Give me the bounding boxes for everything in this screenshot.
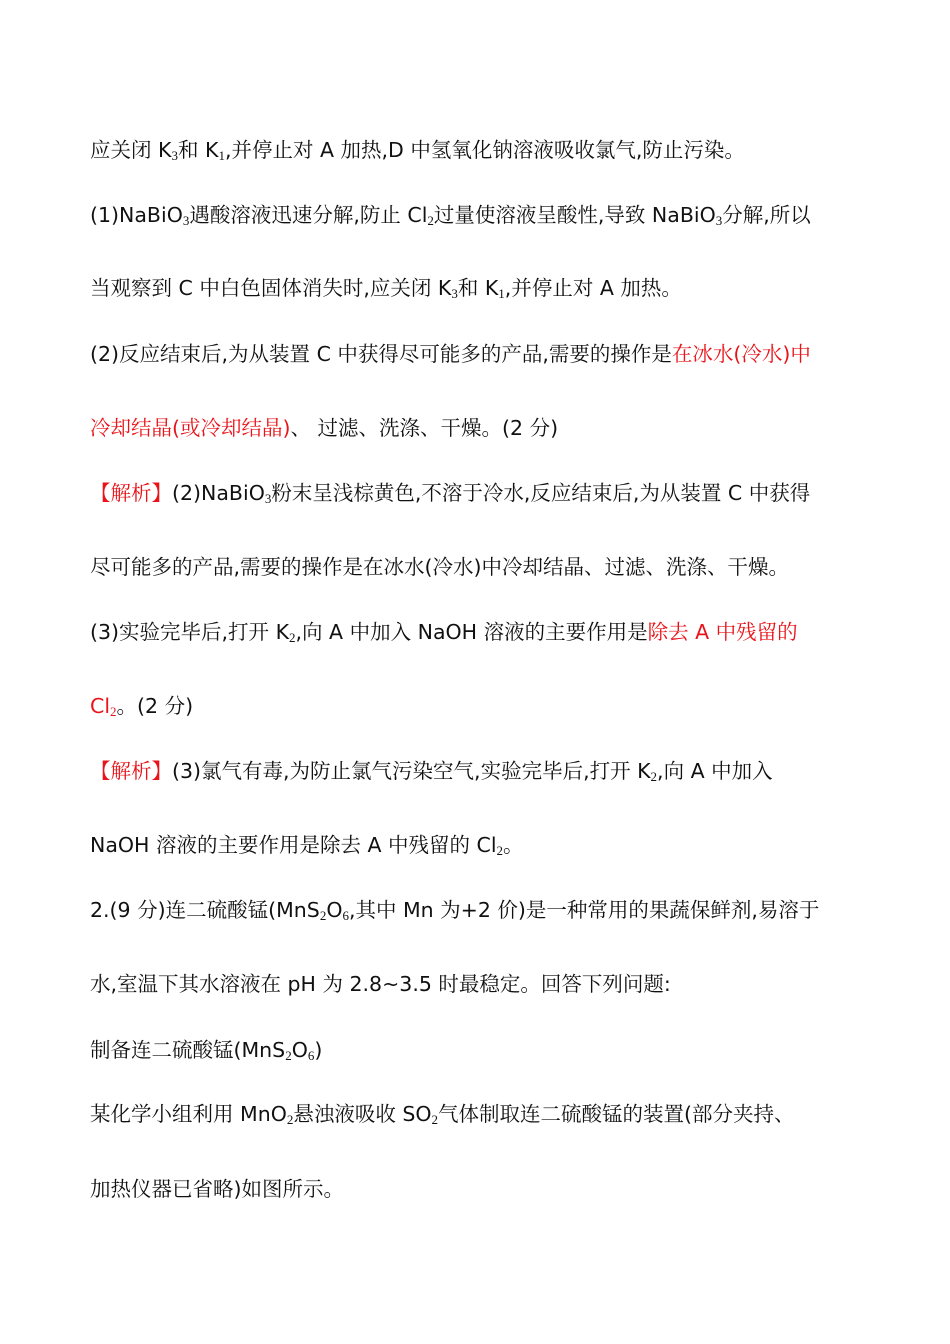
text-run: ,向 A 中加入	[657, 759, 773, 783]
subscript: 2	[110, 704, 117, 719]
text-run: O	[326, 898, 343, 922]
text-run: (3)实验完毕后,打开 K	[90, 620, 290, 644]
subscript: 2	[289, 630, 296, 645]
text-run: )	[314, 1038, 323, 1062]
subscript: 3	[264, 491, 272, 506]
text-line-16	[90, 1175, 870, 1203]
text-run: ,其中 Mn 为+2 价)是一种常用的果蔬保鲜剂,易溶于	[348, 898, 820, 922]
answer-text: 【解析】	[90, 759, 172, 783]
text-run: 加热仪器已省略)如图所示。	[90, 1177, 344, 1201]
text-run: (1)NaBiO	[90, 203, 183, 227]
answer-text: Cl	[90, 694, 111, 718]
text-run: 过量使溶液呈酸性,导致 NaBiO	[433, 203, 716, 227]
text-run: ,并停止对 A 加热,D 中氢氧化钠溶液吸收氯气,防止污染。	[224, 138, 745, 162]
text-line-7	[90, 553, 870, 581]
subscript: 1	[218, 148, 225, 163]
text-line-8	[90, 618, 870, 646]
text-line-11	[90, 831, 870, 859]
subscript: 2	[496, 843, 504, 858]
subscript: 6	[342, 908, 349, 923]
text-run: 悬浊液吸收 SO	[293, 1102, 432, 1126]
text-run: 当观察到 C 中白色固体消失时,应关闭 K	[90, 276, 452, 300]
text-run: 。(2 分)	[116, 694, 194, 718]
answer-text: 在冰水(冷水)中	[671, 342, 811, 366]
text-run: 水,室温下其水溶液在 pH 为 2.8~3.5 时最稳定。回答下列问题:	[90, 972, 671, 996]
text-line-10	[90, 757, 870, 785]
answer-text: 冷却结晶(或冷却结晶)	[90, 416, 291, 440]
text-line-12	[90, 896, 870, 924]
text-run: 分解,所以	[722, 203, 811, 227]
answer-text: 除去 A 中残留的	[647, 620, 798, 644]
text-run: 和 K	[177, 138, 219, 162]
text-line-14	[90, 1036, 870, 1064]
text-line-13	[90, 970, 870, 998]
text-run: NaOH 溶液的主要作用是除去 A 中残留的 Cl	[90, 833, 497, 857]
subscript: 6	[307, 1048, 315, 1063]
text-run: O	[291, 1038, 308, 1062]
text-line-1	[90, 136, 870, 164]
subscript: 2	[286, 1112, 294, 1127]
subscript: 3	[715, 213, 723, 228]
text-run: 气体制取连二硫酸锰的装置(部分夹持、	[438, 1102, 795, 1126]
text-run: 某化学小组利用 MnO	[90, 1102, 287, 1126]
subscript: 3	[451, 286, 458, 301]
text-line-15	[90, 1100, 870, 1128]
subscript: 3	[171, 148, 178, 163]
text-run: 制备连二硫酸锰(MnS	[90, 1038, 286, 1062]
text-line-3	[90, 274, 870, 302]
text-run: 和 K	[457, 276, 499, 300]
text-run: 尽可能多的产品,需要的操作是在冰水(冷水)中冷却结晶、过滤、洗涤、干燥。	[90, 555, 790, 579]
subscript: 3	[182, 213, 190, 228]
subscript: 2	[319, 908, 327, 923]
subscript: 1	[498, 286, 505, 301]
text-run: ,并停止对 A 加热。	[504, 276, 682, 300]
text-run: 遇酸溶液迅速分解,防止 Cl	[189, 203, 428, 227]
answer-text: 【解析】	[90, 481, 172, 505]
text-run: (2)NaBiO	[172, 481, 265, 505]
subscript: 2	[427, 213, 434, 228]
text-run: (2)反应结束后,为从装置 C 中获得尽可能多的产品,需要的操作是	[90, 342, 672, 366]
subscript: 2	[285, 1048, 292, 1063]
text-line-2	[90, 201, 870, 229]
text-line-5	[90, 414, 870, 442]
text-run: 、 过滤、洗涤、干燥。(2 分)	[290, 416, 559, 440]
text-line-4	[90, 340, 870, 368]
text-run: 2.(9 分)连二硫酸锰(MnS	[90, 898, 320, 922]
text-run: 。	[503, 833, 524, 857]
text-line-6	[90, 479, 870, 507]
text-run: 应关闭 K	[90, 138, 172, 162]
text-line-9	[90, 692, 870, 720]
subscript: 2	[650, 769, 658, 784]
text-run: 粉末呈浅棕黄色,不溶于冷水,反应结束后,为从装置 C 中获得	[271, 481, 811, 505]
text-run: ,向 A 中加入 NaOH 溶液的主要作用是	[295, 620, 648, 644]
subscript: 2	[431, 1112, 439, 1127]
text-run: (3)氯气有毒,为防止氯气污染空气,实验完毕后,打开 K	[172, 759, 651, 783]
